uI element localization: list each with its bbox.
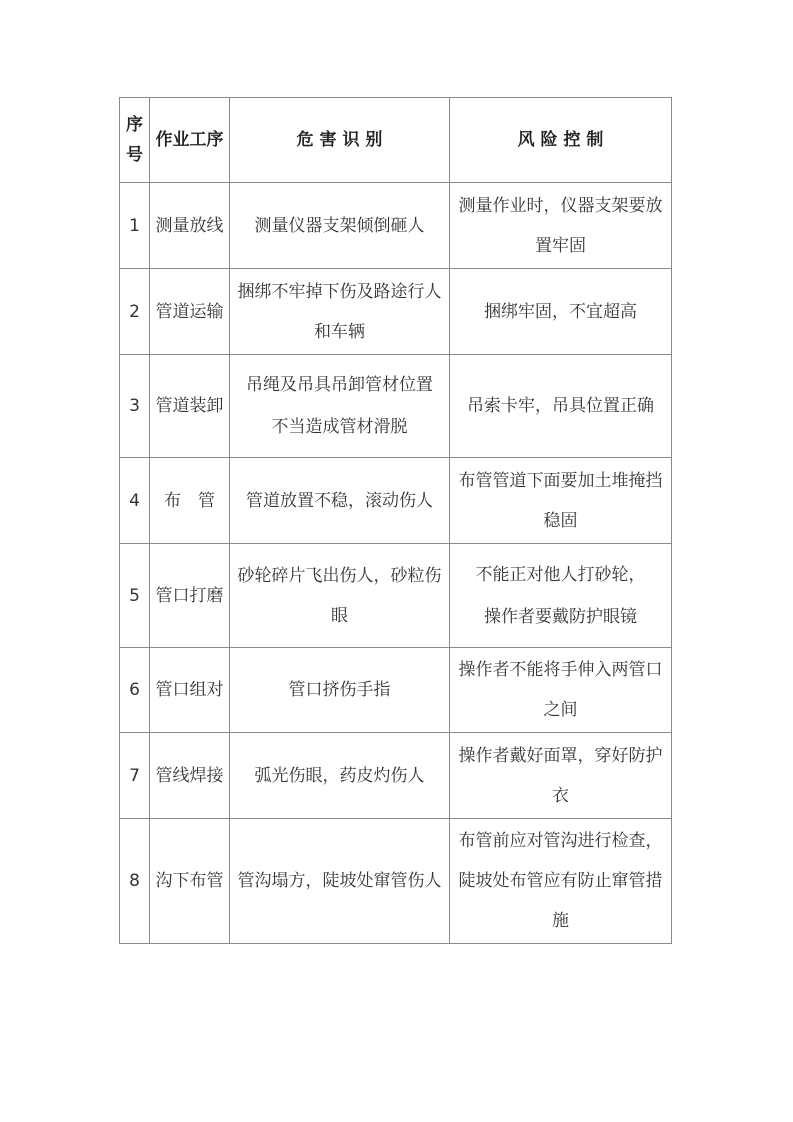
row-hazard <box>230 458 450 544</box>
row-control <box>450 355 672 458</box>
row-no: 6 <box>120 648 150 733</box>
hazard-line: 捆绑不牢掉下伤及路途行人 <box>237 281 442 302</box>
table-row <box>120 355 672 458</box>
row-step: 沟下布管 <box>150 819 230 944</box>
table-row <box>120 544 672 648</box>
hazard-line: 不当造成管材滑脱 <box>271 417 408 437</box>
control-line: 操作者不能将手伸入两管口 <box>458 660 663 680</box>
row-control <box>450 819 672 944</box>
row-no: 8 <box>120 819 150 944</box>
row-hazard <box>230 269 450 355</box>
hazard-line: 弧光伤眼，药皮灼伤人 <box>254 765 425 786</box>
row-step: 管道运输 <box>150 269 230 355</box>
control-line: 测量作业时，仪器支架要放 <box>458 195 663 216</box>
control-line: 吊索卡牢，吊具位置正确 <box>467 396 654 416</box>
hazard-line: 和车辆 <box>314 321 365 342</box>
table-header-row <box>120 98 672 183</box>
row-step: 管口组对 <box>150 648 230 733</box>
control-line: 不能正对他人打砂轮， <box>475 564 646 585</box>
control-line: 陡坡处布管应有防止窜管措 <box>458 871 663 891</box>
row-hazard <box>230 733 450 819</box>
row-no: 4 <box>120 458 150 544</box>
header-hazard <box>230 98 450 183</box>
header-control <box>450 98 672 183</box>
row-step: 布 管 <box>150 458 230 544</box>
control-line: 布管管道下面要加土堆掩挡 <box>458 470 663 491</box>
table-row <box>120 269 672 355</box>
row-hazard <box>230 544 450 648</box>
control-line: 施 <box>552 911 569 931</box>
hazard-line: 管口挤伤手指 <box>288 680 391 700</box>
hazard-line: 眼 <box>331 605 348 626</box>
row-no: 3 <box>120 355 150 458</box>
header-control-label: 风 险 控 制 <box>517 130 604 150</box>
row-step: 管口打磨 <box>150 544 230 648</box>
table-row <box>120 648 672 733</box>
row-hazard <box>230 355 450 458</box>
header-hazard-label: 危 害 识 别 <box>296 130 383 150</box>
hazard-line: 管道放置不稳，滚动伤人 <box>246 490 433 511</box>
control-line: 之间 <box>543 700 578 720</box>
row-no: 5 <box>120 544 150 648</box>
hazard-line: 砂轮碎片飞出伤人，砂粒伤 <box>237 565 442 586</box>
control-line: 衣 <box>552 785 569 806</box>
row-control <box>450 648 672 733</box>
row-no: 1 <box>120 183 150 269</box>
row-no: 7 <box>120 733 150 819</box>
row-hazard <box>230 183 450 269</box>
header-no-line-1: 序 <box>126 115 143 135</box>
row-hazard <box>230 648 450 733</box>
row-step: 管道装卸 <box>150 355 230 458</box>
row-no: 2 <box>120 269 150 355</box>
control-line: 操作者要戴防护眼镜 <box>484 606 637 627</box>
table-row <box>120 819 672 944</box>
row-control <box>450 544 672 648</box>
table-row <box>120 733 672 819</box>
risk-control-table <box>119 97 672 944</box>
header-no-line-2: 号 <box>126 145 143 165</box>
control-line: 布管前应对管沟进行检查， <box>458 831 663 851</box>
row-control <box>450 183 672 269</box>
hazard-line: 吊绳及吊具吊卸管材位置 <box>246 375 433 395</box>
control-line: 稳固 <box>543 510 578 531</box>
row-hazard <box>230 819 450 944</box>
row-control <box>450 269 672 355</box>
table-row <box>120 183 672 269</box>
control-line: 置牢固 <box>535 235 586 256</box>
control-line: 捆绑牢固，不宜超高 <box>484 301 637 322</box>
header-no <box>120 98 150 183</box>
row-step: 管线焊接 <box>150 733 230 819</box>
control-line: 操作者戴好面罩，穿好防护 <box>458 745 663 766</box>
hazard-line: 测量仪器支架倾倒砸人 <box>254 215 425 236</box>
row-control <box>450 733 672 819</box>
header-step-label: 作业工序 <box>155 130 224 150</box>
table-row <box>120 458 672 544</box>
row-step: 测量放线 <box>150 183 230 269</box>
row-control <box>450 458 672 544</box>
header-step <box>150 98 230 183</box>
hazard-line: 管沟塌方，陡坡处窜管伤人 <box>237 871 442 891</box>
